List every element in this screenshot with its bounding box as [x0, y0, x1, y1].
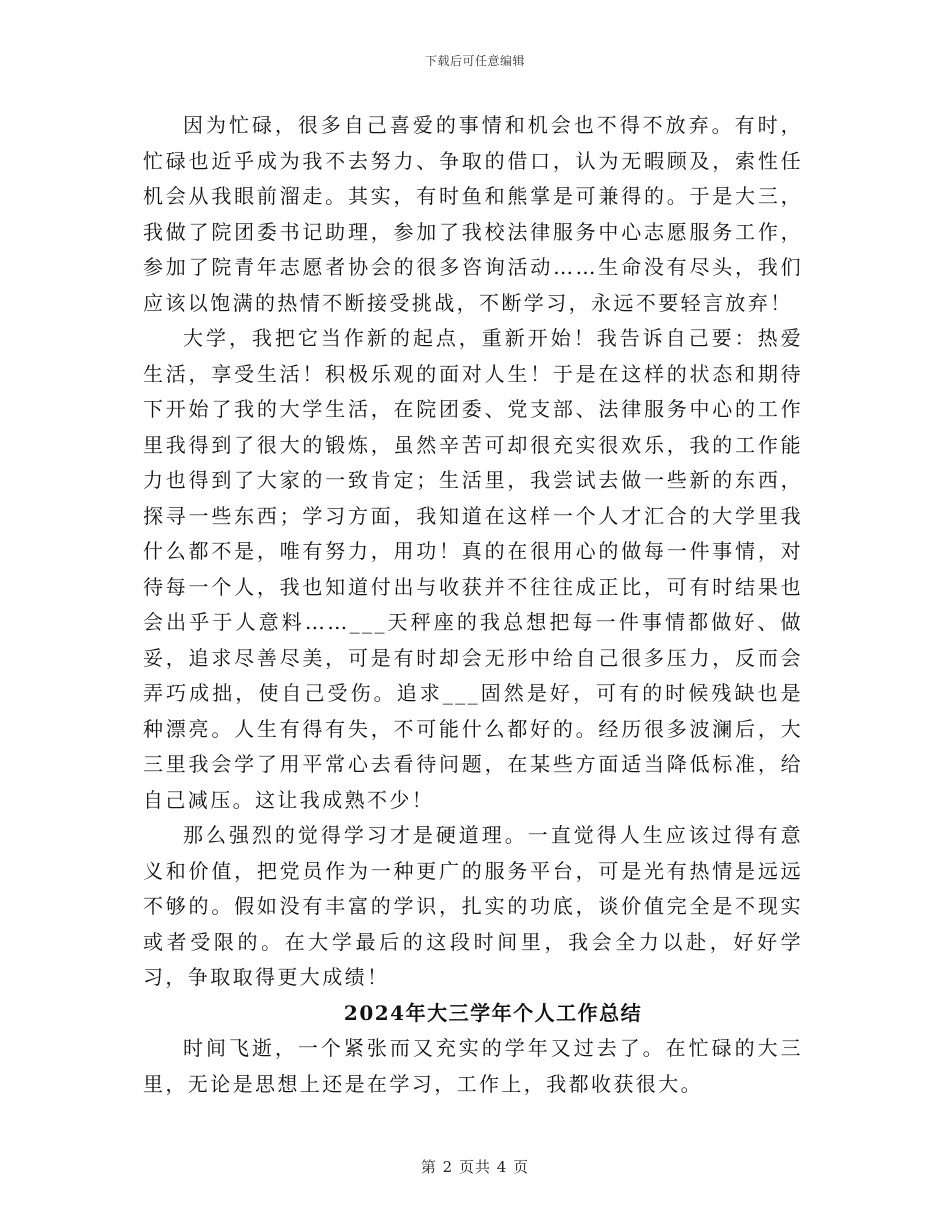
document-body — [143, 108, 803, 1102]
paragraph: 因为忙碌，很多自己喜爱的事情和机会也不得不放弃。有时，忙碌也近乎成为我不去努力、争取的借口，认为无暇顾及，索性任机会从我眼前溜走。其实，有时鱼和熊掌是可兼得的。于是大三，我做了院团委书记助理，参加了我校法律服务中心志愿服务工作，参加了院青年志愿者协会的很多咨询活动……生命没有尽头，我们应该以饱满的热情不断接受挑战，不断学习，永远不要轻言放弃！ — [143, 113, 803, 315]
paragraph: 大学，我把它当作新的起点，重新开始！我告诉自己要：热爱生活，享受生活！积极乐观的面对人生！于是在这样的状态和期待下开始了我的大学生活，在院团委、党支部、法律服务中心的工作里我得到了很大的锻炼，虽然辛苦可却很充实很欢乐，我的工作能力也得到了大家的一致肯定；生活里，我尝试去做一些新的东西，探寻一些东西；学习方面，我知道在这样一个人才汇合的大学里我什么都不是，唯有努力，用功！真的在很用心的做每一件事情，对待每一个人，我也知道付出与收获并不往往成正比，可有时结果也会出乎于人意料……___天秤座的我总想把每一件事情都做好、做妥，追求尽善尽美，可是有时却会无形中给自己很多压力，反而会弄巧成拙，使自己受伤。追求___固然是好，可有的时候残缺也是种漂亮。人生有得有失，不可能什么都好的。经历很多波澜后，大三里我会学了用平常心去看待问题，在某些方面适当降低标准，给自己减压。这让我成熟不少！ — [143, 326, 803, 812]
paragraph: 那么强烈的觉得学习才是硬道理。一直觉得人生应该过得有意义和价值，把党员作为一种更广的服务平台，可是光有热情是远远不够的。假如没有丰富的学识，扎实的功底，谈价值完全是不现实或者受限的。在大学最后的这段时间里，我会全力以赴，好好学习，争取取得更大成绩！ — [143, 823, 803, 989]
paragraph: 时间飞逝，一个紧张而又充实的学年又过去了。在忙碌的大三里，无论是思想上还是在学习，工作上，我都收获很大。 — [143, 1036, 803, 1096]
section-title: 2024年大三学年个人工作总结 — [343, 1000, 643, 1025]
page-footer: 第 2 页共 4 页 — [420, 1158, 530, 1176]
page-header: 下载后可任意编辑 — [424, 54, 525, 68]
